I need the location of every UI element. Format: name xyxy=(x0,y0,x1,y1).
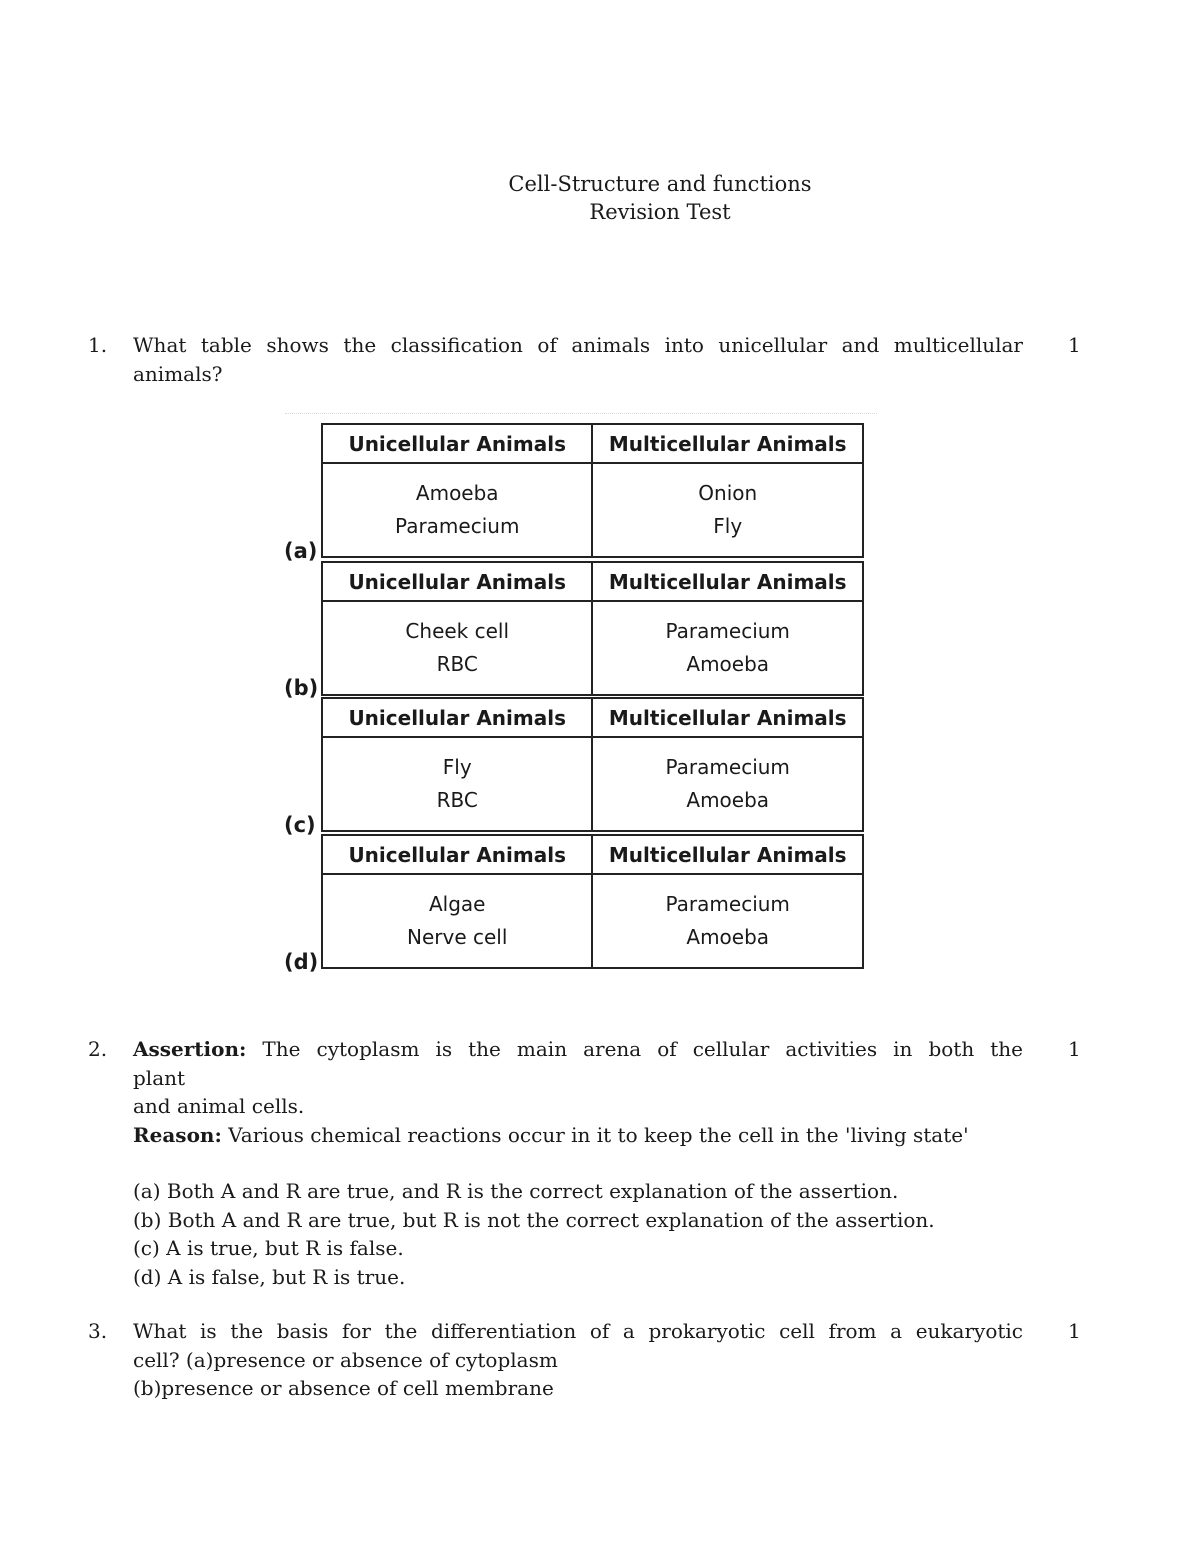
multicellular-cell xyxy=(592,601,863,695)
question-2-option-d: (d) A is false, but R is true. xyxy=(133,1264,406,1289)
multicellular-cell xyxy=(592,737,863,831)
question-2-option-b: (b) Both A and R are true, but R is not the correct explanation of the assertion. xyxy=(133,1207,935,1232)
cell-item: Nerve cell xyxy=(407,925,508,949)
table-header-multicellular: Multicellular Animals xyxy=(592,835,863,874)
option-d-label: (d) xyxy=(284,950,319,974)
question-3-marks: 1 xyxy=(1068,1319,1081,1343)
cell-item: Amoeba xyxy=(686,788,770,812)
question-1-line1: What table shows the classification of animals into unicellular and multicellular xyxy=(133,333,1023,357)
table-header-unicellular: Unicellular Animals xyxy=(322,424,592,463)
option-c-table xyxy=(321,697,864,832)
question-1-marks: 1 xyxy=(1068,333,1081,357)
question-3-number: 3. xyxy=(88,1319,108,1343)
page-title: Cell-Structure and functions xyxy=(508,172,812,196)
question-2-marks: 1 xyxy=(1068,1037,1081,1061)
cell-item: Paramecium xyxy=(665,619,790,643)
cell-item: Fly xyxy=(442,755,472,779)
table-header-multicellular: Multicellular Animals xyxy=(592,698,863,737)
question-3-line2: cell? (a)presence or absence of cytoplasm xyxy=(133,1347,558,1372)
option-b-label: (b) xyxy=(284,676,319,700)
assertion-line xyxy=(133,1035,1023,1064)
multicellular-cell xyxy=(592,463,863,557)
unicellular-cell xyxy=(322,737,592,831)
option-d-table xyxy=(321,834,864,969)
table-header-unicellular: Unicellular Animals xyxy=(322,562,592,601)
question-3-line3: (b)presence or absence of cell membrane xyxy=(133,1376,554,1400)
question-1-line2: animals? xyxy=(133,361,223,386)
question-2-option-a: (a) Both A and R are true, and R is the correct explanation of the assertion. xyxy=(133,1179,899,1203)
page-subtitle: Revision Test xyxy=(589,200,731,224)
question-2-text xyxy=(133,1035,1023,1291)
cell-item: Onion xyxy=(698,481,758,505)
cell-item: RBC xyxy=(436,788,478,812)
unicellular-cell xyxy=(322,463,592,557)
question-3-line1: What is the basis for the differentiation of a prokaryotic cell from a eukaryotic xyxy=(133,1319,1023,1343)
option-c-label: (c) xyxy=(284,813,316,837)
assertion-text: The cytoplasm is the main arena of cellular activities in both the xyxy=(246,1037,1023,1061)
option-b-table xyxy=(321,561,864,696)
cell-item: Amoeba xyxy=(686,925,770,949)
cell-item: RBC xyxy=(436,652,478,676)
assertion-line3: and animal cells. xyxy=(133,1094,305,1118)
cell-item: Cheek cell xyxy=(405,619,510,643)
cell-item: Amoeba xyxy=(686,652,770,676)
assertion-line2: plant xyxy=(133,1065,186,1090)
question-2-number: 2. xyxy=(88,1037,108,1061)
unicellular-cell xyxy=(322,601,592,695)
table-header-unicellular: Unicellular Animals xyxy=(322,835,592,874)
cell-item: Fly xyxy=(713,514,743,538)
table-header-unicellular: Unicellular Animals xyxy=(322,698,592,737)
reason-text: Various chemical reactions occur in it to keep the cell in the 'living state' xyxy=(221,1122,969,1147)
option-a-table xyxy=(321,423,864,558)
table-header-multicellular: Multicellular Animals xyxy=(592,424,863,463)
cell-item: Algae xyxy=(428,892,486,916)
question-3-text xyxy=(133,1317,1023,1403)
cell-item: Paramecium xyxy=(665,892,790,916)
table-header-multicellular: Multicellular Animals xyxy=(592,562,863,601)
cell-item: Paramecium xyxy=(395,514,520,538)
reason-line xyxy=(133,1121,1023,1150)
multicellular-cell xyxy=(592,874,863,968)
assertion-label: Assertion: xyxy=(133,1037,247,1061)
scan-artifact-line xyxy=(285,413,877,414)
cell-item: Amoeba xyxy=(415,481,499,505)
unicellular-cell xyxy=(322,874,592,968)
question-2-option-c: (c) A is true, but R is false. xyxy=(133,1236,404,1260)
reason-label: Reason: xyxy=(133,1122,222,1147)
question-1-text xyxy=(133,331,1023,388)
option-a-label: (a) xyxy=(284,539,318,563)
question-1-number: 1. xyxy=(88,333,108,357)
cell-item: Paramecium xyxy=(665,755,790,779)
